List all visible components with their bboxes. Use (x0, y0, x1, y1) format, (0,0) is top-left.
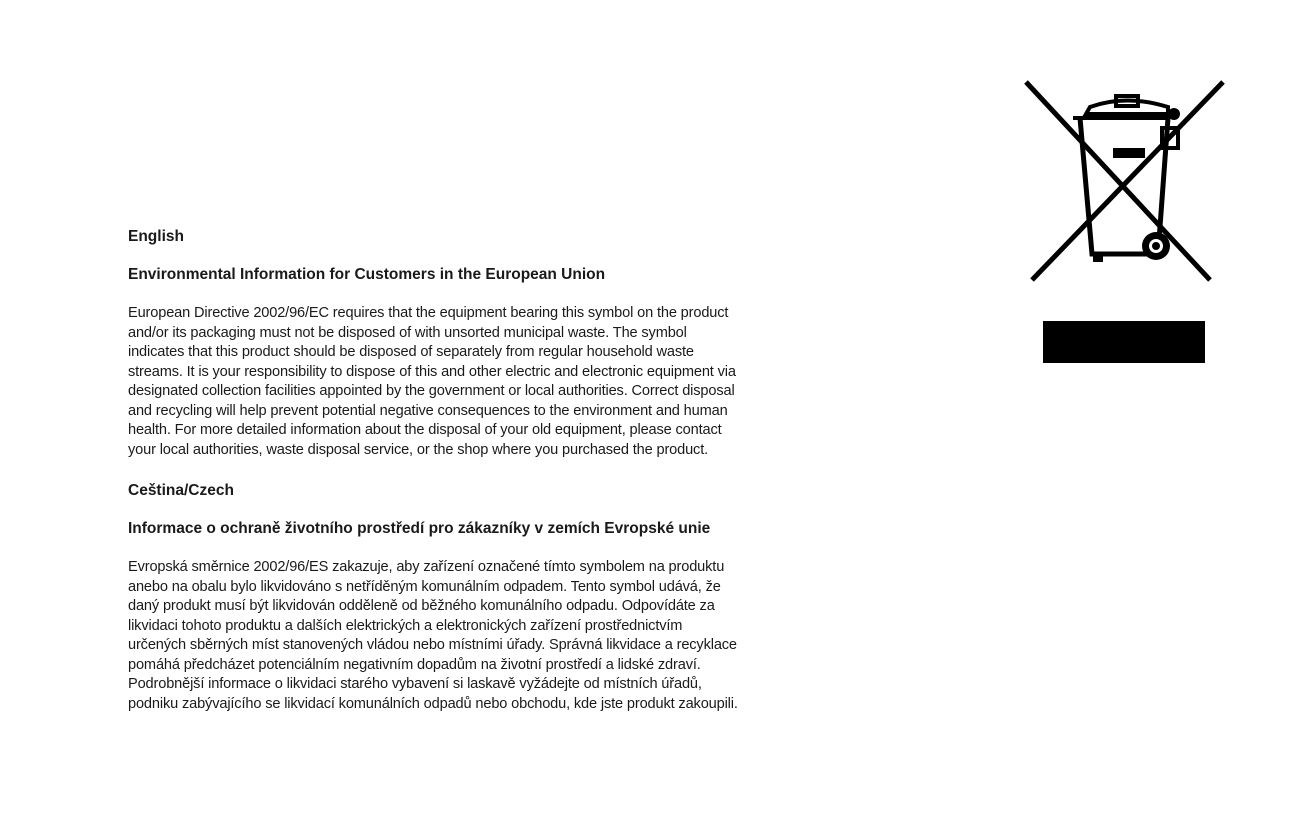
directive-paragraph-czech: Evropská směrnice 2002/96/ES zakazuje, aby zařízení označené tímto symbolem na produktu anebo na obalu bylo likvidováno s netříděným komunálním odpadem. Tento symbol udává, že daný produkt musí být likvidován odděleně od běžného komunálního odpadu. Odpovídáte za likvidaci tohoto produktu a dalších elektrických a elektronických zařízení prostřednictvím určených sběrných míst stanovených vládou nebo místními úřady. Správná likvidace a recyklace pomáhá předcházet potenciálním negativním dopadům na životní prostředí a lidské zdraví. Podrobnější informace o likvidaci starého vybavení si laskavě vyžádejte od místních úřadů, podniku zabývajícího se likvidací komunálních odpadů nebo obchodu, kde jste produkt zakoupili. (128, 559, 738, 712)
section-english (128, 227, 740, 460)
language-heading-czech: Ceština/Czech (128, 482, 234, 499)
environmental-heading-english: Environmental Information for Customers in the European Union (128, 266, 606, 283)
section-czech (128, 481, 740, 714)
document-text (128, 227, 740, 714)
environmental-heading-czech: Informace o ochraně životního prostředí pro zákazníky v zemích Evropské unie (128, 520, 711, 537)
language-heading-english: English (128, 228, 184, 245)
crossed-out-wheelie-bin-icon (1018, 76, 1230, 288)
black-bar (1043, 321, 1205, 363)
directive-paragraph-english: European Directive 2002/96/EC requires that the equipment bearing this symbol on the product and/or its packaging must not be disposed of with unsorted municipal waste. The symbol indicates that this product should be disposed of separately from regular household waste streams. It is your responsibility to dispose of this and other electric and electronic equipment via designated collection facilities appointed by the government or local authorities. Correct disposal and recycling will help prevent potential negative consequences to the environment and human health. For more detailed information about the disposal of your old equipment, please contact your local authorities, waste disposal service, or the shop where you purchased the product. (128, 305, 736, 458)
